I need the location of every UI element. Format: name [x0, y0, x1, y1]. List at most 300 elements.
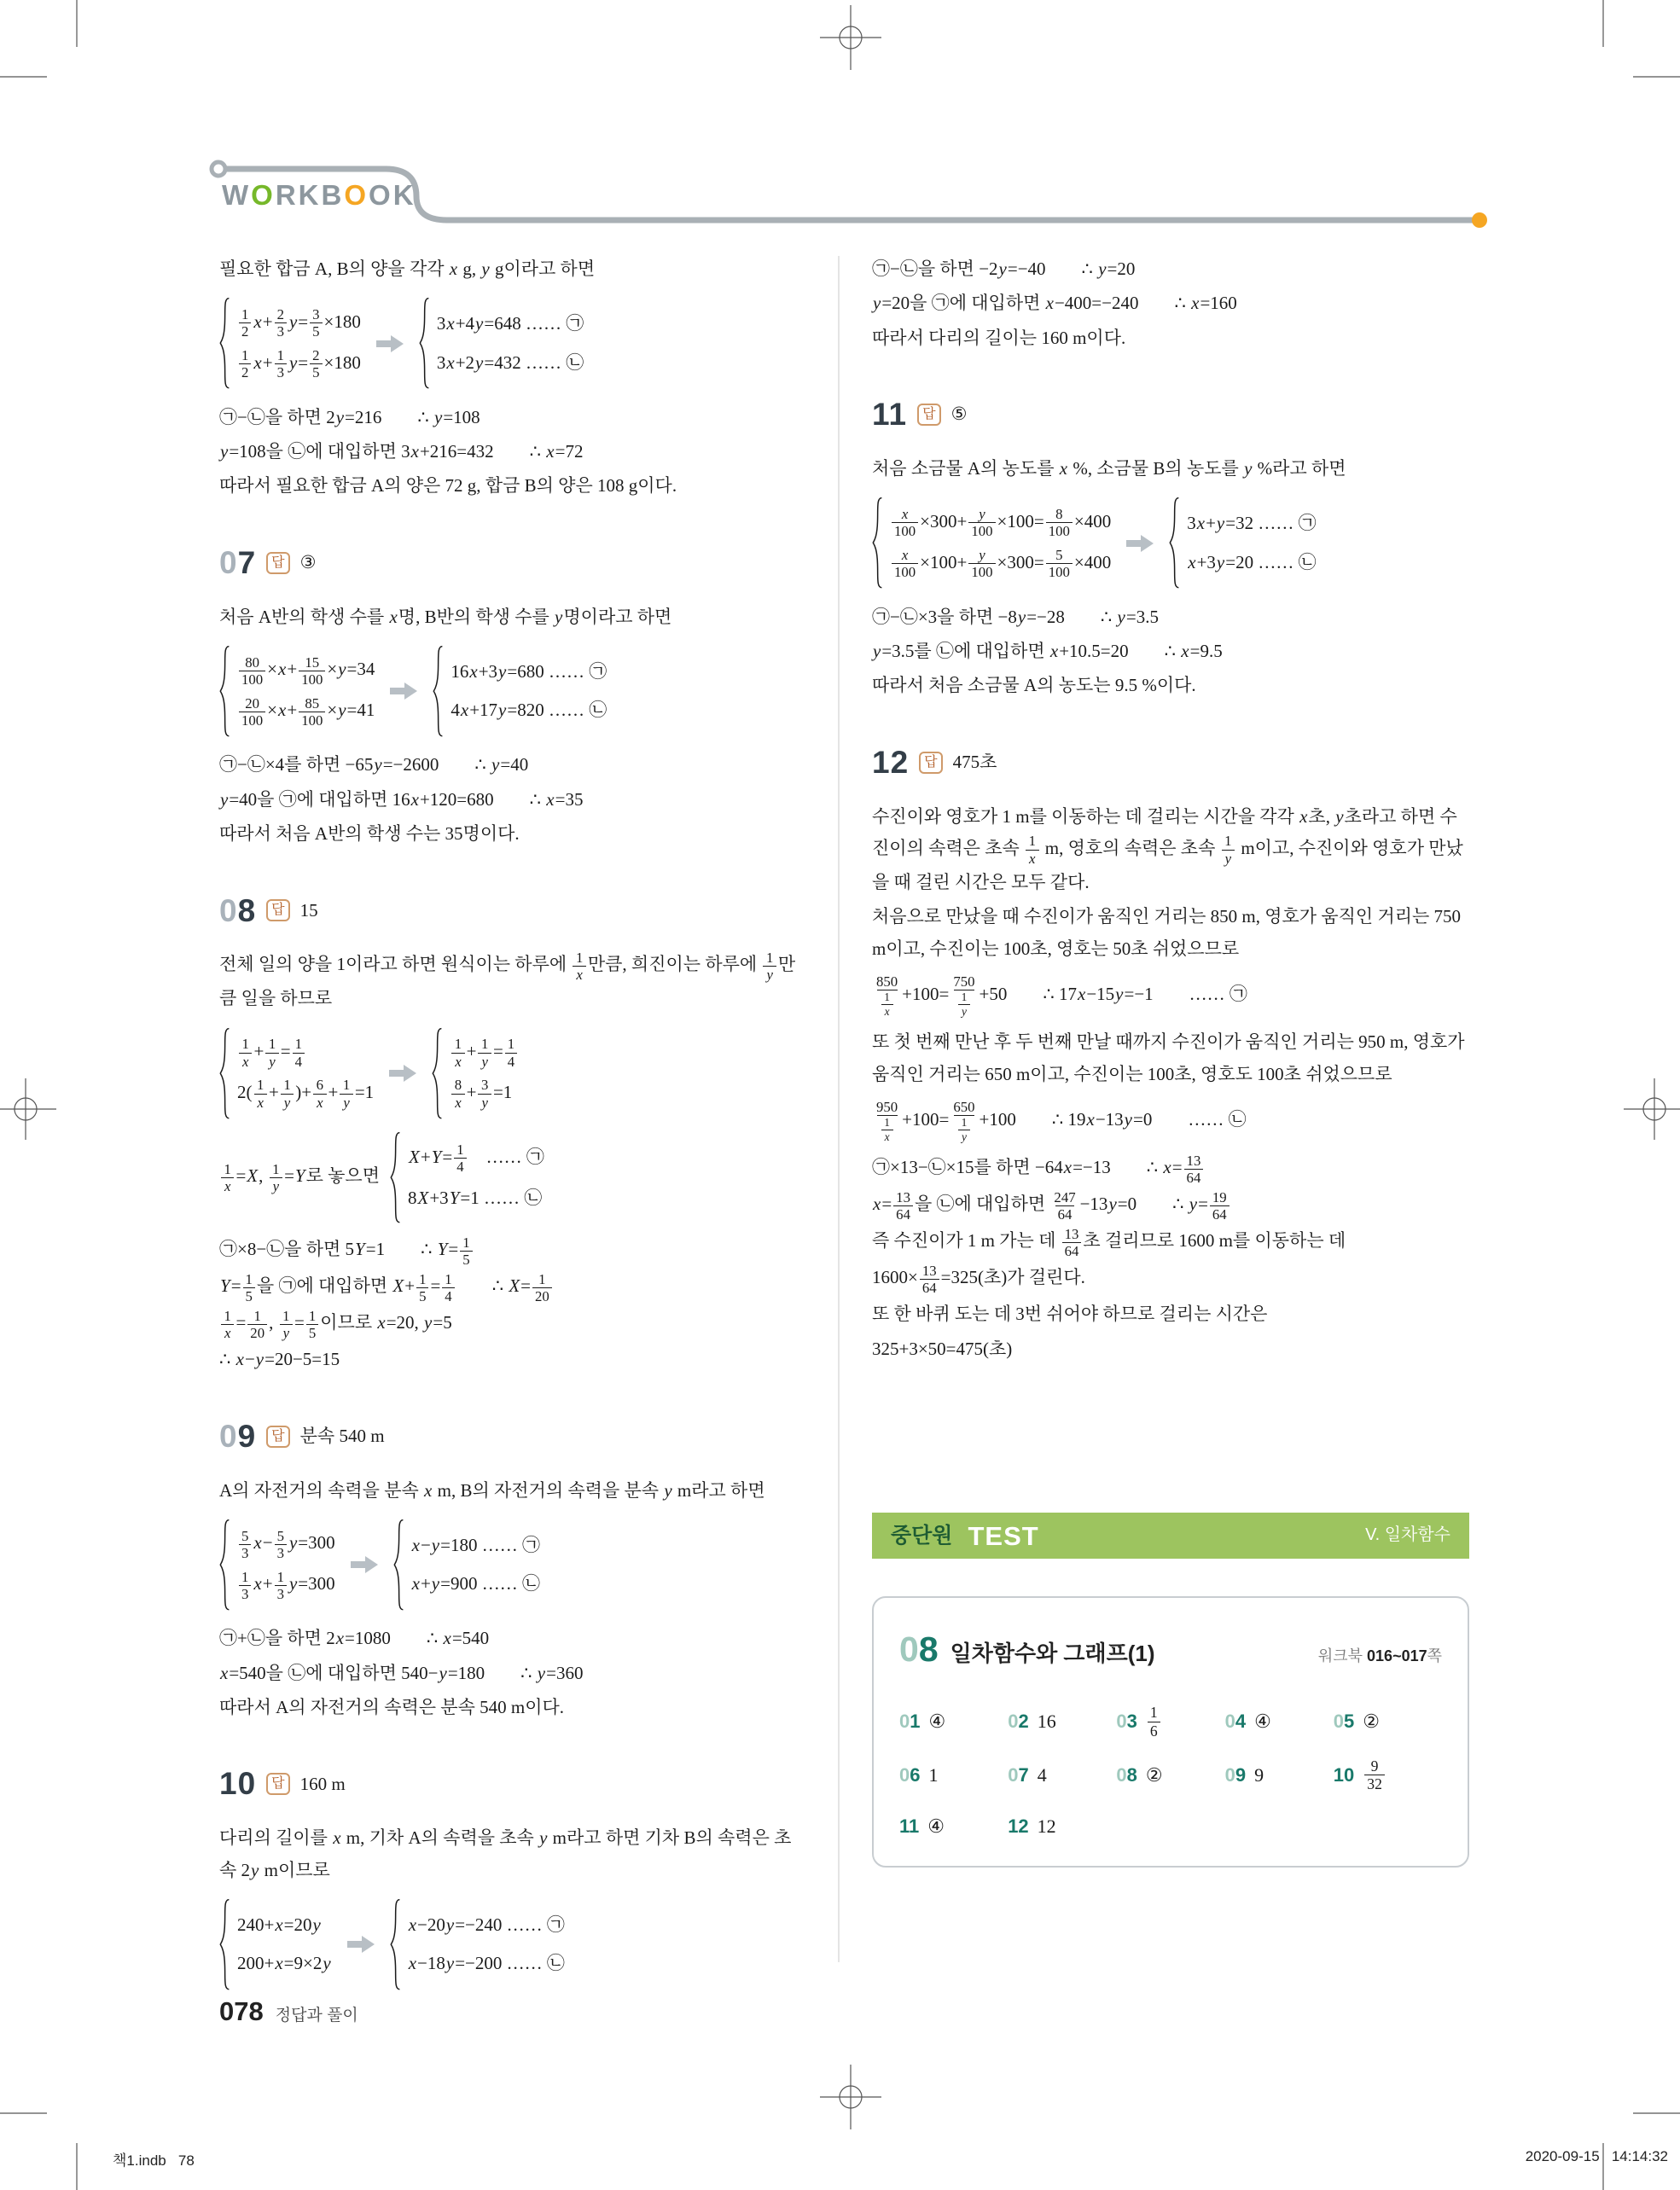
variable: x: [278, 659, 287, 680]
variable: y: [283, 1094, 291, 1111]
answer-badge: 답: [266, 899, 289, 921]
variable: y: [220, 441, 229, 462]
arrow-right-icon: [346, 1934, 376, 1955]
variable: y: [1335, 805, 1344, 827]
variable: y: [998, 259, 1007, 279]
variable: y: [766, 967, 773, 984]
variable: x: [1191, 293, 1200, 314]
fraction: $\frac{1}{3}$: [275, 1569, 287, 1603]
answer-item-number: 01: [899, 1710, 921, 1732]
variable: x: [455, 1094, 462, 1111]
variable: y: [269, 1053, 276, 1070]
variable: y: [445, 1914, 455, 1935]
variable: x: [546, 788, 555, 810]
variable: x: [410, 441, 419, 462]
fraction: $\frac{x}{100}$: [892, 506, 918, 540]
paragraph: A의 자전거의 속력을 분속 x m, B의 자전거의 속력을 분속 y m라고 하면: [219, 1479, 765, 1501]
variable: x: [1063, 1157, 1073, 1178]
variable: Y: [449, 1187, 460, 1208]
equation: $\frac{1}{2}$ x+ $\frac{2}{3}$ y= $\frac{3}{5}$ ×180: [237, 306, 361, 340]
variable: x: [546, 441, 555, 462]
equation-system: [393, 1519, 540, 1611]
answer-item-number: 03: [1116, 1710, 1137, 1732]
problem-number: 09: [219, 1418, 257, 1454]
variable: y: [431, 1534, 440, 1555]
answer-item-value: ②: [1363, 1710, 1381, 1732]
fraction: $\frac{1}{2}$: [239, 347, 251, 381]
variable: x: [389, 606, 398, 627]
fraction: $\frac{1}{y}$: [958, 990, 970, 1018]
variable: y: [555, 606, 563, 627]
variable: y: [1124, 1109, 1132, 1130]
variable: y: [475, 313, 484, 334]
answer-badge: 답: [266, 552, 289, 574]
variable: x: [278, 700, 287, 721]
equation: 8X+3Y=1 …… ㉡: [408, 1187, 543, 1208]
fraction: $\frac{3}{y}$: [478, 1077, 491, 1111]
equation: $\frac{20}{100}$ ×x+ $\frac{85}{100}$ ×y=41: [237, 694, 375, 729]
problem-number: 10: [219, 1766, 257, 1802]
fraction: $\frac{13}{64}$: [1062, 1226, 1082, 1260]
equation-system: [433, 645, 607, 737]
page-number: 078: [219, 1996, 264, 2026]
logo-letter: O: [369, 179, 393, 211]
variable: x: [424, 1479, 433, 1501]
problem-heading: [219, 1756, 806, 1812]
equation-system: [219, 645, 375, 737]
fraction: $\frac{1}{4}$: [505, 1036, 517, 1070]
paragraph: 따라서 처음 소금물 A의 농도는 9.5 %이다.: [872, 675, 1196, 696]
answer-item: [1116, 1757, 1224, 1793]
fraction: $\frac{1}{x}$: [881, 990, 893, 1018]
variable: y: [979, 505, 985, 522]
answer-item: [1334, 1703, 1442, 1740]
fraction: $\frac{1}{y}$: [270, 1161, 282, 1195]
fraction: $\frac{5}{3}$: [239, 1528, 251, 1562]
paragraph: 처음으로 만났을 때 수진이가 움직인 거리는 850 m, 영호가 움직인 거리는 750 m이고, 수진이는 100초, 영호는 50초 쉬었으므로: [872, 906, 1462, 959]
answer-box-header: [899, 1618, 1442, 1681]
variable: Y: [355, 1239, 365, 1260]
answer-item-number: 02: [1008, 1710, 1029, 1732]
variable: y: [424, 1312, 433, 1333]
answer-item-number: 08: [1116, 1763, 1137, 1786]
variable: x: [446, 351, 455, 373]
answer-item: [1008, 1757, 1116, 1793]
answer-text: 분속 540 m: [299, 1426, 385, 1447]
variable: y: [434, 406, 443, 427]
variable: x: [884, 1004, 890, 1018]
variable: x: [873, 1194, 881, 1215]
fraction: $\frac{20}{100}$: [239, 695, 265, 729]
variable: x: [220, 1662, 229, 1683]
variable: x: [317, 1094, 323, 1111]
answer-summary-box: [872, 1596, 1469, 1867]
left-brace-icon: [219, 1027, 230, 1119]
problem-heading: [872, 386, 1469, 443]
logo-letter: K: [298, 179, 322, 211]
fraction: $\frac{650}{\frac{1}{y}}$: [953, 1099, 975, 1143]
variable: y: [498, 660, 507, 682]
variable: x: [224, 1177, 231, 1194]
paragraph: 필요한 합금 A, B의 양을 각각 x g, y g이라고 하면: [219, 259, 596, 279]
equation: 200+x=9×2y: [237, 1953, 331, 1974]
fraction: $\frac{1}{5}$: [416, 1271, 428, 1305]
test-number: 08: [899, 1629, 939, 1670]
variable: x: [408, 1953, 417, 1974]
equation-system: [219, 1898, 332, 1990]
variable: y: [1189, 1194, 1198, 1215]
fraction: $\frac{13}{64}$: [1184, 1153, 1204, 1187]
logo-letter: W: [222, 179, 252, 211]
paragraph: ㉠×8−㉡을 하면 5Y=1 ∴ Y= $\frac{1}{5}$: [219, 1234, 806, 1268]
left-brace-icon: [219, 1519, 230, 1611]
variable: y: [1216, 513, 1225, 534]
variable: x: [235, 1349, 244, 1370]
fraction: $\frac{850}{\frac{1}{x}}$: [876, 973, 898, 1018]
variable: x: [275, 1953, 283, 1974]
answer-item-value: 12: [1037, 1815, 1056, 1838]
variable: y: [979, 546, 985, 563]
variable: y: [288, 311, 298, 332]
variable: y: [288, 1573, 298, 1595]
variable: x: [253, 311, 262, 332]
answer-item: [1008, 1810, 1116, 1843]
fraction: $\frac{1}{y}$: [1222, 833, 1235, 867]
fraction: $\frac{247}{64}$: [1054, 1188, 1076, 1223]
paragraph: ㉠+㉡을 하면 2x=1080 ∴ x=540: [219, 1628, 490, 1649]
variable: x: [1059, 457, 1068, 479]
fraction: $\frac{1}{y}$: [763, 950, 776, 984]
variable: x: [335, 1628, 345, 1649]
variable: x: [446, 313, 455, 334]
fraction: $\frac{3}{5}$: [310, 306, 322, 340]
arrow-right-icon: [346, 1934, 376, 1955]
equation: $\frac{1}{x}$ + $\frac{1}{y}$ = $\frac{1}{4}$: [450, 1036, 519, 1070]
paragraph: 수진이와 영호가 1 m를 이동하는 데 걸리는 시간을 각각 x초, y초라고 하면 수진이의 속력은 초속 $\frac{1}{x}$ m, 영호의 속력은 초속 $\frac{1}{y}$ m이고, 수진이와 영호가 만났을 때 걸린 시간은 모두 같다.: [872, 805, 1463, 893]
variable: x: [1299, 805, 1308, 827]
header-start-ring-icon: [212, 162, 225, 176]
variable: x: [275, 1914, 283, 1935]
variable: x: [253, 351, 262, 373]
left-brace-icon: [432, 1027, 443, 1119]
fraction: $\frac{1}{4}$: [442, 1271, 454, 1305]
equation: 3x+y=32 …… ㉠: [1187, 513, 1317, 534]
variable: x: [333, 1827, 341, 1849]
variable: x: [455, 1053, 462, 1070]
answer-item: [899, 1703, 1008, 1740]
fraction: $\frac{1}{x}$: [573, 950, 585, 984]
variable: x: [411, 1534, 420, 1555]
left-brace-icon: [390, 1131, 401, 1223]
problem-heading: [219, 883, 806, 939]
answer-item: [899, 1810, 1008, 1843]
variable: x: [1188, 551, 1196, 572]
fraction: $\frac{80}{100}$: [239, 654, 265, 688]
equation-system: [390, 1131, 544, 1223]
page-footer: [219, 1996, 358, 2027]
variable: x: [884, 1130, 890, 1143]
fraction: $\frac{1}{y}$: [281, 1077, 294, 1111]
variable: x: [1029, 850, 1036, 867]
variable: x: [242, 1053, 249, 1070]
equation: 16x+3y=680 …… ㉠: [451, 660, 607, 682]
fraction: $\frac{1}{x}$: [881, 1116, 893, 1143]
variable: X: [247, 1165, 259, 1187]
equation: 4x+17y=820 …… ㉡: [451, 700, 607, 721]
equation: x+3y=20 …… ㉡: [1188, 551, 1317, 572]
variable: x: [377, 1312, 386, 1333]
left-brace-icon: [433, 645, 444, 737]
fraction: $\frac{1}{x}$: [221, 1161, 234, 1195]
equation: x+y=900 …… ㉡: [411, 1573, 540, 1595]
answer-text: ③: [299, 552, 317, 573]
fraction: $\frac{15}{100}$: [299, 654, 325, 688]
math-line: $\frac{850}{\frac{1}{x}}$ +100= $\frac{750}{\frac{1}{y}}$ +50 ∴ 17x−15y=−1 …… ㉠: [872, 973, 1469, 1018]
paragraph: $\frac{1}{x}$ = $\frac{1}{20}$ , $\frac{1}{y}$ = $\frac{1}{5}$ 이므로 x=20, y=5: [219, 1307, 806, 1341]
variable: y: [961, 1004, 967, 1018]
equation: x−y=180 …… ㉠: [411, 1534, 540, 1555]
paragraph: 따라서 다리의 길이는 160 m이다.: [872, 327, 1126, 348]
paragraph: 처음 소금물 A의 농도를 x %, 소금물 B의 농도를 y %라고 하면: [872, 457, 1346, 479]
fraction: $\frac{1}{20}$: [532, 1271, 552, 1305]
equation-system: [390, 1898, 565, 1990]
answer-item-number: 11: [899, 1815, 920, 1838]
print-filename: 책1.indb 78: [113, 2152, 195, 2169]
left-brace-icon: [393, 1519, 404, 1611]
variable: x: [1181, 641, 1189, 662]
fraction: $\frac{2}{5}$: [310, 347, 322, 381]
equation: 3x+4y=648 …… ㉠: [436, 313, 584, 334]
left-brace-icon: [219, 1898, 230, 1990]
fraction: $\frac{1}{y}$: [265, 1036, 278, 1070]
paragraph: Y= $\frac{1}{5}$ 을 ㉠에 대입하면 X+ $\frac{1}{5}$ = $\frac{1}{4}$ ∴ X= $\frac{1}{20}$: [219, 1270, 806, 1304]
equation-intro: $\frac{1}{x}$ =X, $\frac{1}{y}$ =Y로 놓으면: [219, 1160, 380, 1194]
left-brace-icon: [872, 497, 883, 589]
variable: y: [491, 754, 500, 776]
fraction: $\frac{1}{5}$: [306, 1308, 318, 1342]
variable: x: [443, 1628, 451, 1649]
variable: x: [408, 1914, 417, 1935]
fraction: $\frac{1}{3}$: [275, 347, 287, 381]
equation: $\frac{x}{100}$ ×100+ $\frac{y}{100}$ ×300= $\frac{5}{100}$ ×400: [890, 547, 1111, 581]
paragraph: 다리의 길이를 x m, 기차 A의 속력을 초속 y m라고 하면 기차 B의 속력은 초속 2y m이므로: [219, 1827, 792, 1880]
arrow-right-icon: [349, 1554, 380, 1575]
paragraph: ∴ x−y=20−5=15: [219, 1349, 340, 1370]
answer-item: [899, 1757, 1008, 1793]
answer-badge: 답: [917, 404, 940, 426]
answer-item-number: 06: [899, 1763, 921, 1786]
variable: y: [431, 1573, 440, 1595]
variable: y: [1244, 457, 1253, 479]
system-transformation: [219, 645, 806, 737]
fraction: $\frac{1}{4}$: [454, 1141, 466, 1176]
variable: y: [288, 351, 298, 373]
answer-item: [1116, 1703, 1224, 1740]
answer-item-value: [1146, 1703, 1162, 1740]
variable: x: [1049, 641, 1059, 662]
answer-badge: 답: [919, 752, 942, 774]
variable: x: [253, 1573, 262, 1595]
answer-text: 475초: [952, 752, 997, 773]
fraction: $\frac{8}{100}$: [1046, 506, 1073, 540]
variable: y: [1108, 1194, 1117, 1215]
variable: y: [1098, 259, 1107, 279]
answer-item-number: 04: [1224, 1710, 1247, 1732]
variable: y: [282, 1325, 290, 1342]
problem-heading: [219, 535, 806, 591]
left-brace-icon: [219, 297, 230, 389]
paragraph: 전체 일의 양을 1이라고 하면 원식이는 하루에 $\frac{1}{x}$ 만큼, 희진이는 하루에 $\frac{1}{y}$ 만큼 일을 하므로: [219, 949, 796, 1009]
answer-item-value: 9: [1254, 1763, 1264, 1786]
paragraph: 1600× $\frac{13}{64}$ =325(초)가 걸린다.: [872, 1262, 1085, 1297]
variable: x: [901, 505, 909, 522]
system-transformation: [219, 1519, 806, 1611]
equation: $\frac{x}{100}$ ×300+ $\frac{y}{100}$ ×100= $\frac{8}{100}$ ×400: [890, 506, 1111, 540]
arrow-right-icon: [349, 1554, 380, 1575]
variable: y: [1017, 606, 1026, 627]
equation: x−18y=−200 …… ㉡: [408, 1953, 565, 1974]
variable: X: [409, 1146, 420, 1167]
fraction: $\frac{1}{y}$: [958, 1116, 970, 1143]
fraction: $\frac{1}{x}$: [239, 1036, 252, 1070]
answer-item-value: ②: [1145, 1763, 1163, 1786]
equation-system: [1169, 497, 1316, 589]
variable: y: [475, 351, 484, 373]
variable: x: [449, 259, 458, 279]
equation: $\frac{80}{100}$ ×x+ $\frac{15}{100}$ ×y=34: [237, 654, 375, 688]
system-transformation: [872, 497, 1469, 589]
arrow-right-icon: [375, 334, 405, 354]
variable: y: [537, 1662, 546, 1683]
paragraph: 처음 A반의 학생 수를 x명, B반의 학생 수를 y명이라고 하면: [219, 606, 672, 627]
fraction: $\frac{1}{2}$: [239, 306, 251, 340]
fraction: $\frac{85}{100}$: [299, 695, 325, 729]
system-transformation: [219, 297, 806, 389]
variable: y: [323, 1953, 331, 1974]
header-end-dot-icon: [1472, 212, 1487, 228]
variable: y: [1115, 984, 1124, 1005]
midchapter-test-banner: [872, 1513, 1469, 1559]
spacer: [872, 1368, 1469, 1513]
paragraph: ㉠−㉡을 하면 2y=216 ∴ y=108: [219, 406, 480, 427]
answer-item-number: 09: [1224, 1763, 1247, 1786]
fraction: $\frac{13}{64}$: [893, 1189, 913, 1223]
answer-text: 15: [299, 899, 318, 921]
equation-system: [219, 1519, 335, 1611]
logo-letter: K: [392, 179, 416, 211]
arrow-right-icon: [388, 681, 419, 701]
variable: X: [392, 1275, 404, 1297]
variable: x: [1086, 1109, 1095, 1130]
variable: x: [460, 700, 469, 721]
left-brace-icon: [219, 645, 230, 737]
answer-item-number: 10: [1333, 1763, 1355, 1786]
fraction: $\frac{9}{32}$: [1364, 1757, 1385, 1792]
answer-badge: 답: [266, 1426, 289, 1448]
left-brace-icon: [1169, 497, 1180, 589]
variable: y: [272, 1177, 280, 1194]
fraction: $\frac{1}{x}$: [221, 1308, 234, 1342]
answer-badge: 답: [266, 1773, 289, 1795]
variable: x: [1196, 513, 1206, 534]
test-title: 일차함수와 그래프(1): [950, 1641, 1155, 1667]
fraction: $\frac{19}{64}$: [1210, 1189, 1229, 1223]
variable: y: [251, 1859, 259, 1880]
banner-test-title: TEST: [968, 1520, 1039, 1551]
answer-item: [1008, 1703, 1116, 1740]
answer-item: [1225, 1703, 1334, 1740]
fraction: $\frac{1}{20}$: [247, 1308, 267, 1342]
answer-item-value: ④: [928, 1710, 946, 1732]
variable: y: [335, 406, 345, 427]
paragraph: 325+3×50=475(초): [872, 1338, 1013, 1359]
fraction: $\frac{1}{5}$: [243, 1271, 255, 1305]
equation-system: [432, 1027, 519, 1119]
fraction: $\frac{6}{x}$: [313, 1077, 326, 1111]
fraction: $\frac{5}{3}$: [275, 1528, 287, 1562]
variable: y: [338, 700, 346, 721]
arrow-right-icon: [1125, 533, 1155, 554]
left-brace-icon: [390, 1898, 401, 1990]
problem-heading: [219, 1409, 806, 1465]
paragraph: 즉 수진이가 1 m 가는 데 $\frac{13}{64}$ 초 걸리므로 1600 m를 이동하는 데: [872, 1225, 1346, 1260]
variable: Y: [294, 1165, 305, 1187]
fraction: $\frac{1}{y}$: [340, 1077, 352, 1111]
answer-item-value: 1: [928, 1763, 939, 1786]
variable: y: [873, 293, 881, 314]
logo-letter: R: [275, 179, 299, 211]
variable: x: [411, 1573, 420, 1595]
fraction: $\frac{1}{x}$: [451, 1036, 464, 1070]
banner-chapter-label: V. 일차함수: [1365, 1525, 1450, 1545]
answer-item-number: 05: [1333, 1710, 1355, 1732]
system-transformation: [219, 1898, 806, 1990]
paragraph: y=3.5를 ㉡에 대입하면 x+10.5=20 ∴ x=9.5: [873, 641, 1223, 662]
fraction: $\frac{1}{6}$: [1148, 1704, 1160, 1739]
fraction: $\frac{750}{\frac{1}{y}}$: [953, 973, 975, 1018]
variable: x: [253, 1532, 262, 1554]
arrow-right-icon: [388, 681, 419, 701]
equation: 2( $\frac{1}{x}$ + $\frac{1}{y}$ )+ $\frac{6}{x}$ + $\frac{1}{y}$ =1: [237, 1077, 375, 1111]
fraction: $\frac{2}{3}$: [275, 306, 287, 340]
variable: Y: [220, 1275, 230, 1297]
variable: x: [576, 967, 583, 984]
arrow-right-icon: [375, 334, 405, 354]
fraction: $\frac{1}{x}$: [1026, 833, 1038, 867]
problem-number: 08: [219, 892, 257, 928]
variable: y: [288, 1532, 298, 1554]
answer-item-value: 4: [1037, 1763, 1047, 1786]
arrow-right-icon: [387, 1063, 418, 1083]
variable: y: [220, 788, 229, 810]
paragraph: 따라서 처음 A반의 학생 수는 35명이다.: [219, 823, 520, 845]
answer-item: [1225, 1757, 1334, 1793]
paragraph: ㉠−㉡을 하면 −2y=−40 ∴ y=20: [872, 259, 1136, 279]
workbook-page-ref: 워크북 016~017쪽: [1317, 1647, 1442, 1665]
fraction: $\frac{y}{100}$: [968, 506, 995, 540]
variable: x: [410, 788, 419, 810]
fraction: $\frac{8}{x}$: [451, 1077, 464, 1111]
variable: x: [257, 1094, 264, 1111]
answer-item-value: ④: [1254, 1710, 1271, 1732]
answer-text: ⑤: [950, 404, 968, 425]
equation-system: [219, 1027, 374, 1119]
variable: y: [539, 1827, 548, 1849]
variable: y: [664, 1479, 672, 1501]
equation-system: [419, 297, 584, 389]
fraction: $\frac{x}{100}$: [892, 547, 918, 581]
variable: x: [1078, 984, 1086, 1005]
